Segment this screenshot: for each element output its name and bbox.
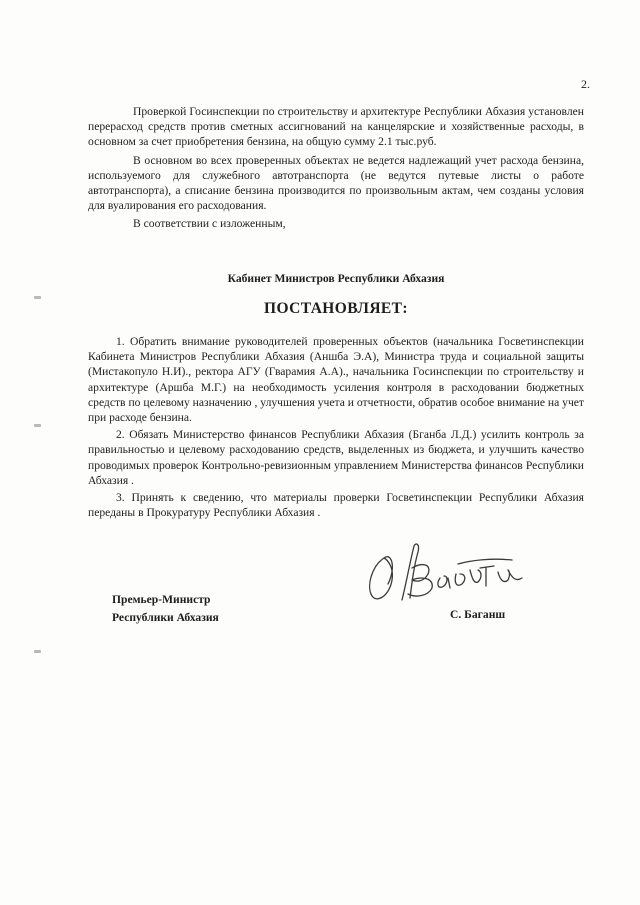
page-number: 2.: [581, 77, 590, 91]
decree-item: 3. Принять к сведению, что материалы проверки Госветинспекции Республики Абхазия переданы в Прокуратуру Республики Абхазия .: [88, 491, 584, 520]
intro-paragraph: В соответствии с изложенным,: [133, 217, 286, 231]
decree-items: [88, 334, 584, 522]
decree-item: 2. Обязать Министерство финансов Республики Абхазия (Бганба Л.Д.) усилить контроль за правильностью и целевому расходованию средств, выделенных из бюджета, и улучшить качество проводимых проверок Контрольно-ревизионным управлением Министерства финансов Республики Абхазия .: [88, 428, 584, 487]
handwritten-signature: [362, 538, 532, 610]
signatory-name: С. Баганш: [450, 608, 506, 621]
signatory-position-line: Премьер-Министр: [112, 593, 211, 606]
intro-paragraph: Проверкой Госинспекции по строительству и архитектуре Республики Абхазия установлен перерасход средств против сметных ассигнований на канцелярские и хозяйственные расходы, в основном за счет приобретения бензина, на общую сумму 2.1 тыс.руб.: [88, 105, 584, 149]
intro-paragraph: В основном во всех проверенных объектах не ведется надлежащий учет расхода бензина, используемого для служебного автотранспорта (не ведутся путевые листы о работе автотранспорта), а списание бензина производится по произвольным актам, чем созданы условия для вуалирования его расходования.: [88, 153, 584, 213]
decree-title: ПОСТАНОВЛЯЕТ:: [264, 300, 408, 317]
intro-text: [88, 104, 584, 232]
signatory-position-line: Республики Абхазия: [112, 611, 219, 624]
decree-item: 1. Обратить внимание руководителей проверенных объектов (начальника Госветинспекции Кабинета Министров Республики Абхазия (Аншба Э.А), Министра труда и социальной защиты (Мистакопуло Н.И)., ректора АГУ (Гварамия А.А)., начальника Госинспекции по строительству и архитектуре (Аршба М.Г.) на необходимость усиления контроля в расходовании бюджетных средств по целевому назначению , улучшения учета и отчетности, обратив особое внимание на учет при расходе бензина.: [88, 335, 584, 425]
scan-margin-mark: [34, 296, 41, 299]
scan-margin-mark: [34, 650, 41, 653]
signatory-position: [112, 591, 219, 627]
issuing-body: Кабинет Министров Республики Абхазия: [227, 272, 445, 285]
scan-margin-mark: [34, 424, 41, 427]
